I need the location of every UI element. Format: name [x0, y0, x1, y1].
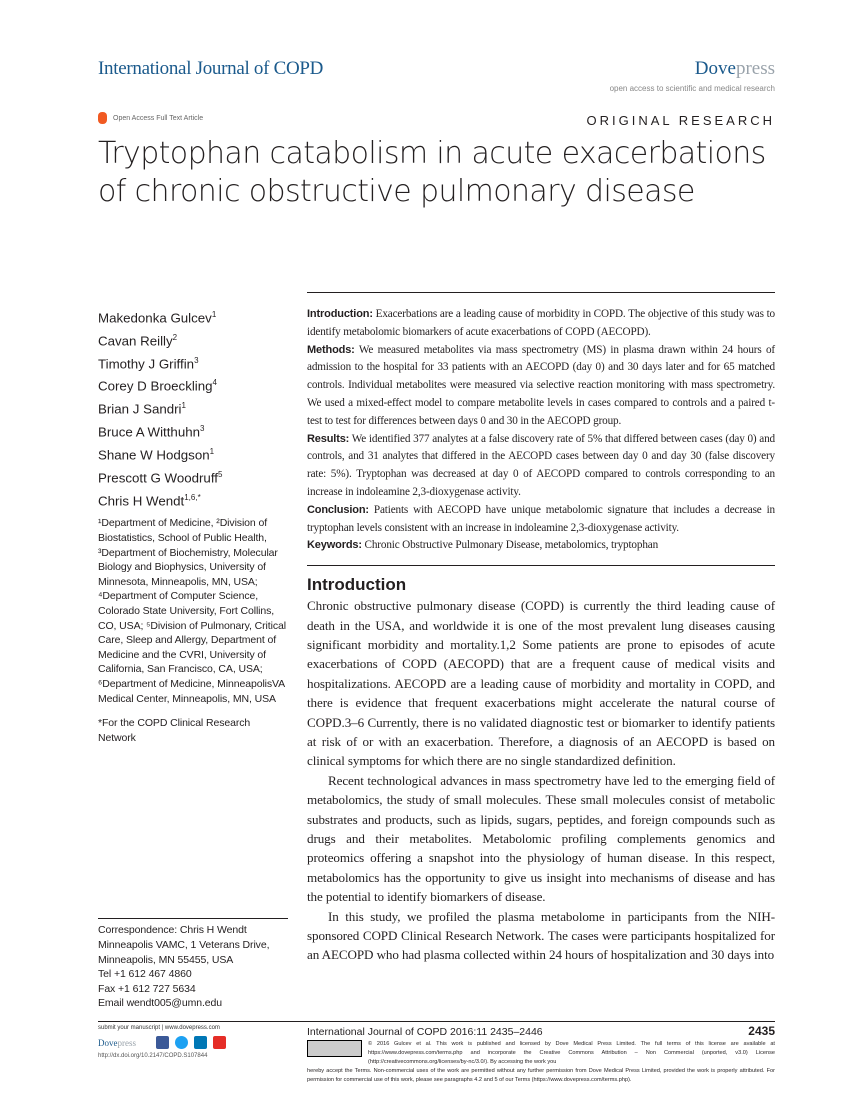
author [98, 419, 288, 442]
facebook-icon[interactable] [156, 1036, 169, 1049]
text: Exacerbations are a leading cause of morbidity in COPD. The objective of this study was to identify metabolomic biomarkers of acute exacerbations of COPD (AECOPD). [307, 308, 775, 338]
author [98, 373, 288, 396]
network-note: *For the COPD Clinical Research Network [98, 717, 251, 744]
author-name: Bruce A Witthuhn [98, 424, 200, 440]
journal-name: International Journal of COPD [98, 58, 324, 79]
label: Methods: [307, 343, 355, 356]
paragraph: Recent technological advances in mass spectrometry have led to the emerging field of metabolomics, the study of small molecules. These small molecules consist of metabolic substrates and products, such as lipids, sugars, peptides, and foreign compounds such as drugs and their metabolites. Metabolomic profiling complements genomics and proteomics offering a snapshot into the physiology of human disease. In this respect, metabolomics has the opportunity to give us insight into mechanisms of disease and has the potential to identify biomarkers of disease. [307, 772, 775, 905]
open-access-label: Open Access Full Text Article [113, 114, 204, 122]
author-affil: 1 [209, 446, 215, 456]
label: Keywords: [307, 539, 362, 552]
author-name: Makedonka Gulcev [98, 310, 212, 326]
corr-line: Correspondence: Chris H Wendt [98, 924, 247, 937]
author-affil: 1 [211, 310, 217, 319]
logo-dove: Dove [694, 58, 736, 79]
abstract-methods [307, 342, 775, 431]
author-name: Corey D Broeckling [98, 378, 213, 394]
correspondence [98, 918, 288, 1011]
author [98, 442, 288, 465]
section-heading: Introduction [307, 575, 407, 595]
open-lock-icon [98, 112, 107, 124]
author-name: Brian J Sandri [98, 401, 182, 417]
text: We identified 377 analytes at a false discovery rate of 5% that differed between cases (day 0) and controls, and 31 analytes that differed in the AECOPD cases between day 0 and day 30 (false discovery rate: 5%). Tryptophan was decreased at day 0 of AECOPD compared to controls corresponding to an increase in indoleamine 2,3-dioxygenase activity. [307, 432, 775, 498]
corr-line: Minneapolis VAMC, 1 Veterans Drive, [98, 939, 270, 952]
author-name: Cavan Reilly [98, 333, 173, 349]
youtube-icon[interactable] [213, 1036, 226, 1049]
author [98, 351, 288, 374]
publisher-logo [695, 58, 775, 80]
text: We measured metabolites via mass spectrometry (MS) in plasma drawn within 24 hours of admission to the hospital for 33 patients with an AECOPD (day 0) and 30 days later and for 65 matched controls. Individual metabolites were measured via selective reaction monitoring with mass spectrometry. We used a mixed-effect model to compare metabolite levels in cases compared to controls and a paired t-test to test for differences between days 0 and 30 in the AECOPD group. [307, 343, 775, 427]
author-affil: 1,6,* [184, 492, 201, 502]
author [98, 488, 288, 511]
author-name: Timothy J Griffin [98, 356, 195, 372]
author-affil: 1 [181, 401, 186, 411]
abstract-conclusion [307, 502, 775, 538]
author-list [98, 305, 288, 510]
author-name: Chris H Wendt [98, 493, 185, 509]
license-text-cont: hereby accept the Terms. Non-commercial uses of the work are permitted without any further permission from Dove Medical Press Limited, provided the work is properly attributed. For permission for commercial use of this work, please see paragraphs 4.2 and 5 of our Terms (https://www.dovepress.com/terms.php). [307, 1068, 775, 1083]
open-access-badge [98, 112, 203, 124]
text: Chronic Obstructive Pulmonary Disease, metabolomics, tryptophan [361, 539, 659, 552]
body-text [307, 596, 775, 975]
logo-dove: Dove [98, 1037, 118, 1048]
page-number: 2435 [748, 1024, 775, 1038]
author-affil: 4 [212, 378, 217, 388]
license-text: © 2016 Gulcev et al. This work is published and licensed by Dove Medical Press Limited. The full terms of this license are available at https://www.dovepress.com/terms.php and incorporate the Creative Commons Attribution – Non Commercial (unported, v3.0) License (http://creativecommons.org/licenses/by-nc/3.0/). By accessing the work you [368, 1041, 775, 1065]
submit-link[interactable]: submit your manuscript | www.dovepress.com [98, 1025, 220, 1031]
linkedin-icon[interactable] [194, 1036, 207, 1049]
page-footer [98, 1021, 775, 1105]
footer-left [98, 1024, 288, 1085]
abstract [307, 292, 775, 566]
paragraph: Chronic obstructive pulmonary disease (COPD) is currently the third leading cause of death in the USA, and worldwide it is one of the most prevalent lung diseases causing significant morbidity and mortality.1,2 Some patients are prone to episodes of acute exacerbations of COPD (AECOPD) that are a frequent cause of medical visits and hospitalizations. AECOPD are a leading cause of morbidity and mortality in COPD, and there is evidence that frequent exacerbations might accelerate the natural course of COPD.3–6 Currently, there is no validated diagnostic test or biomarker to identify patients at risk of or with an exacerbation. Therefore, a diagnosis of an AECOPD is based on clinical symptoms for which there are no single standardized definition. [307, 598, 775, 769]
label: Results: [307, 432, 350, 445]
abstract-keywords [307, 537, 775, 555]
author-affil: 5 [217, 469, 223, 479]
author [98, 465, 288, 488]
left-column [98, 292, 288, 1021]
corr-line: Minneapolis, MN 55455, USA [98, 953, 234, 966]
publisher-tagline: open access to scientific and medical research [609, 84, 775, 93]
footer-logo [98, 1038, 136, 1048]
author [98, 328, 288, 351]
logo-press: press [117, 1037, 136, 1048]
author-affil: 2 [172, 332, 178, 342]
page-header [0, 0, 850, 292]
paragraph: In this study, we profiled the plasma metabolome in participants from the NIH-sponsored COPD Clinical Research Network. The cases were participants hospitalized for an AECOPD who had plasma collected within 24 hours of hospitalization and 30 days into [307, 908, 775, 963]
text: Patients with AECOPD have unique metabolomic signature that includes a decrease in tryptophan levels consistent with an increase in indoleamine 2,3-dioxygenase activity. [307, 503, 775, 534]
license-row [307, 1040, 775, 1067]
author [98, 305, 288, 328]
corr-line: Fax +1 612 727 5634 [98, 982, 196, 995]
author-affil: 3 [200, 424, 205, 434]
citation: International Journal of COPD 2016:11 2435–2446 [307, 1026, 543, 1038]
right-column [307, 292, 775, 1021]
article-title: Tryptophan catabolism in acute exacerbations of chronic obstructive pulmonary disease [98, 136, 766, 209]
footer-right [307, 1024, 775, 1085]
abstract-results [307, 431, 775, 502]
author-name: Shane W Hodgson [98, 447, 210, 463]
cc-license-icon [307, 1040, 362, 1057]
logo-press: press [735, 58, 775, 79]
author [98, 396, 288, 419]
article-type: ORIGINAL RESEARCH [586, 113, 775, 128]
social-links [156, 1036, 226, 1049]
corr-line: Tel +1 612 467 4860 [98, 968, 192, 981]
citation-row [307, 1024, 775, 1039]
corr-email[interactable]: Email wendt005@umn.edu [98, 997, 223, 1010]
doi-link[interactable]: http://dx.doi.org/10.2147/COPD.S107844 [98, 1053, 208, 1059]
label: Conclusion: [307, 503, 369, 516]
affiliations: ¹Department of Medicine, ²Division of Biostatistics, School of Public Health, ³Department of Biochemistry, Molecular Biology and Biophysics, University of Minnesota, Minneapolis, MN, USA; ⁴Department of Computer Science, Colorado State University, Fort Collins, CO, USA; ⁵Division of Pulmonary, Critical Care, Sleep and Allergy, Department of Medicine and the CVRI, University of California, San Francisco, CA, USA; ⁶Department of Medicine, MinneapolisVA Medical Center, Minneapolis, MN, USA [98, 517, 286, 705]
twitter-icon[interactable] [175, 1036, 188, 1049]
author-name: Prescott G Woodruff [98, 470, 218, 486]
label: Introduction: [307, 308, 373, 320]
content [98, 292, 775, 1021]
abstract-introduction [307, 306, 775, 342]
author-affil: 3 [194, 355, 199, 365]
footer-brand-row [98, 1036, 288, 1049]
